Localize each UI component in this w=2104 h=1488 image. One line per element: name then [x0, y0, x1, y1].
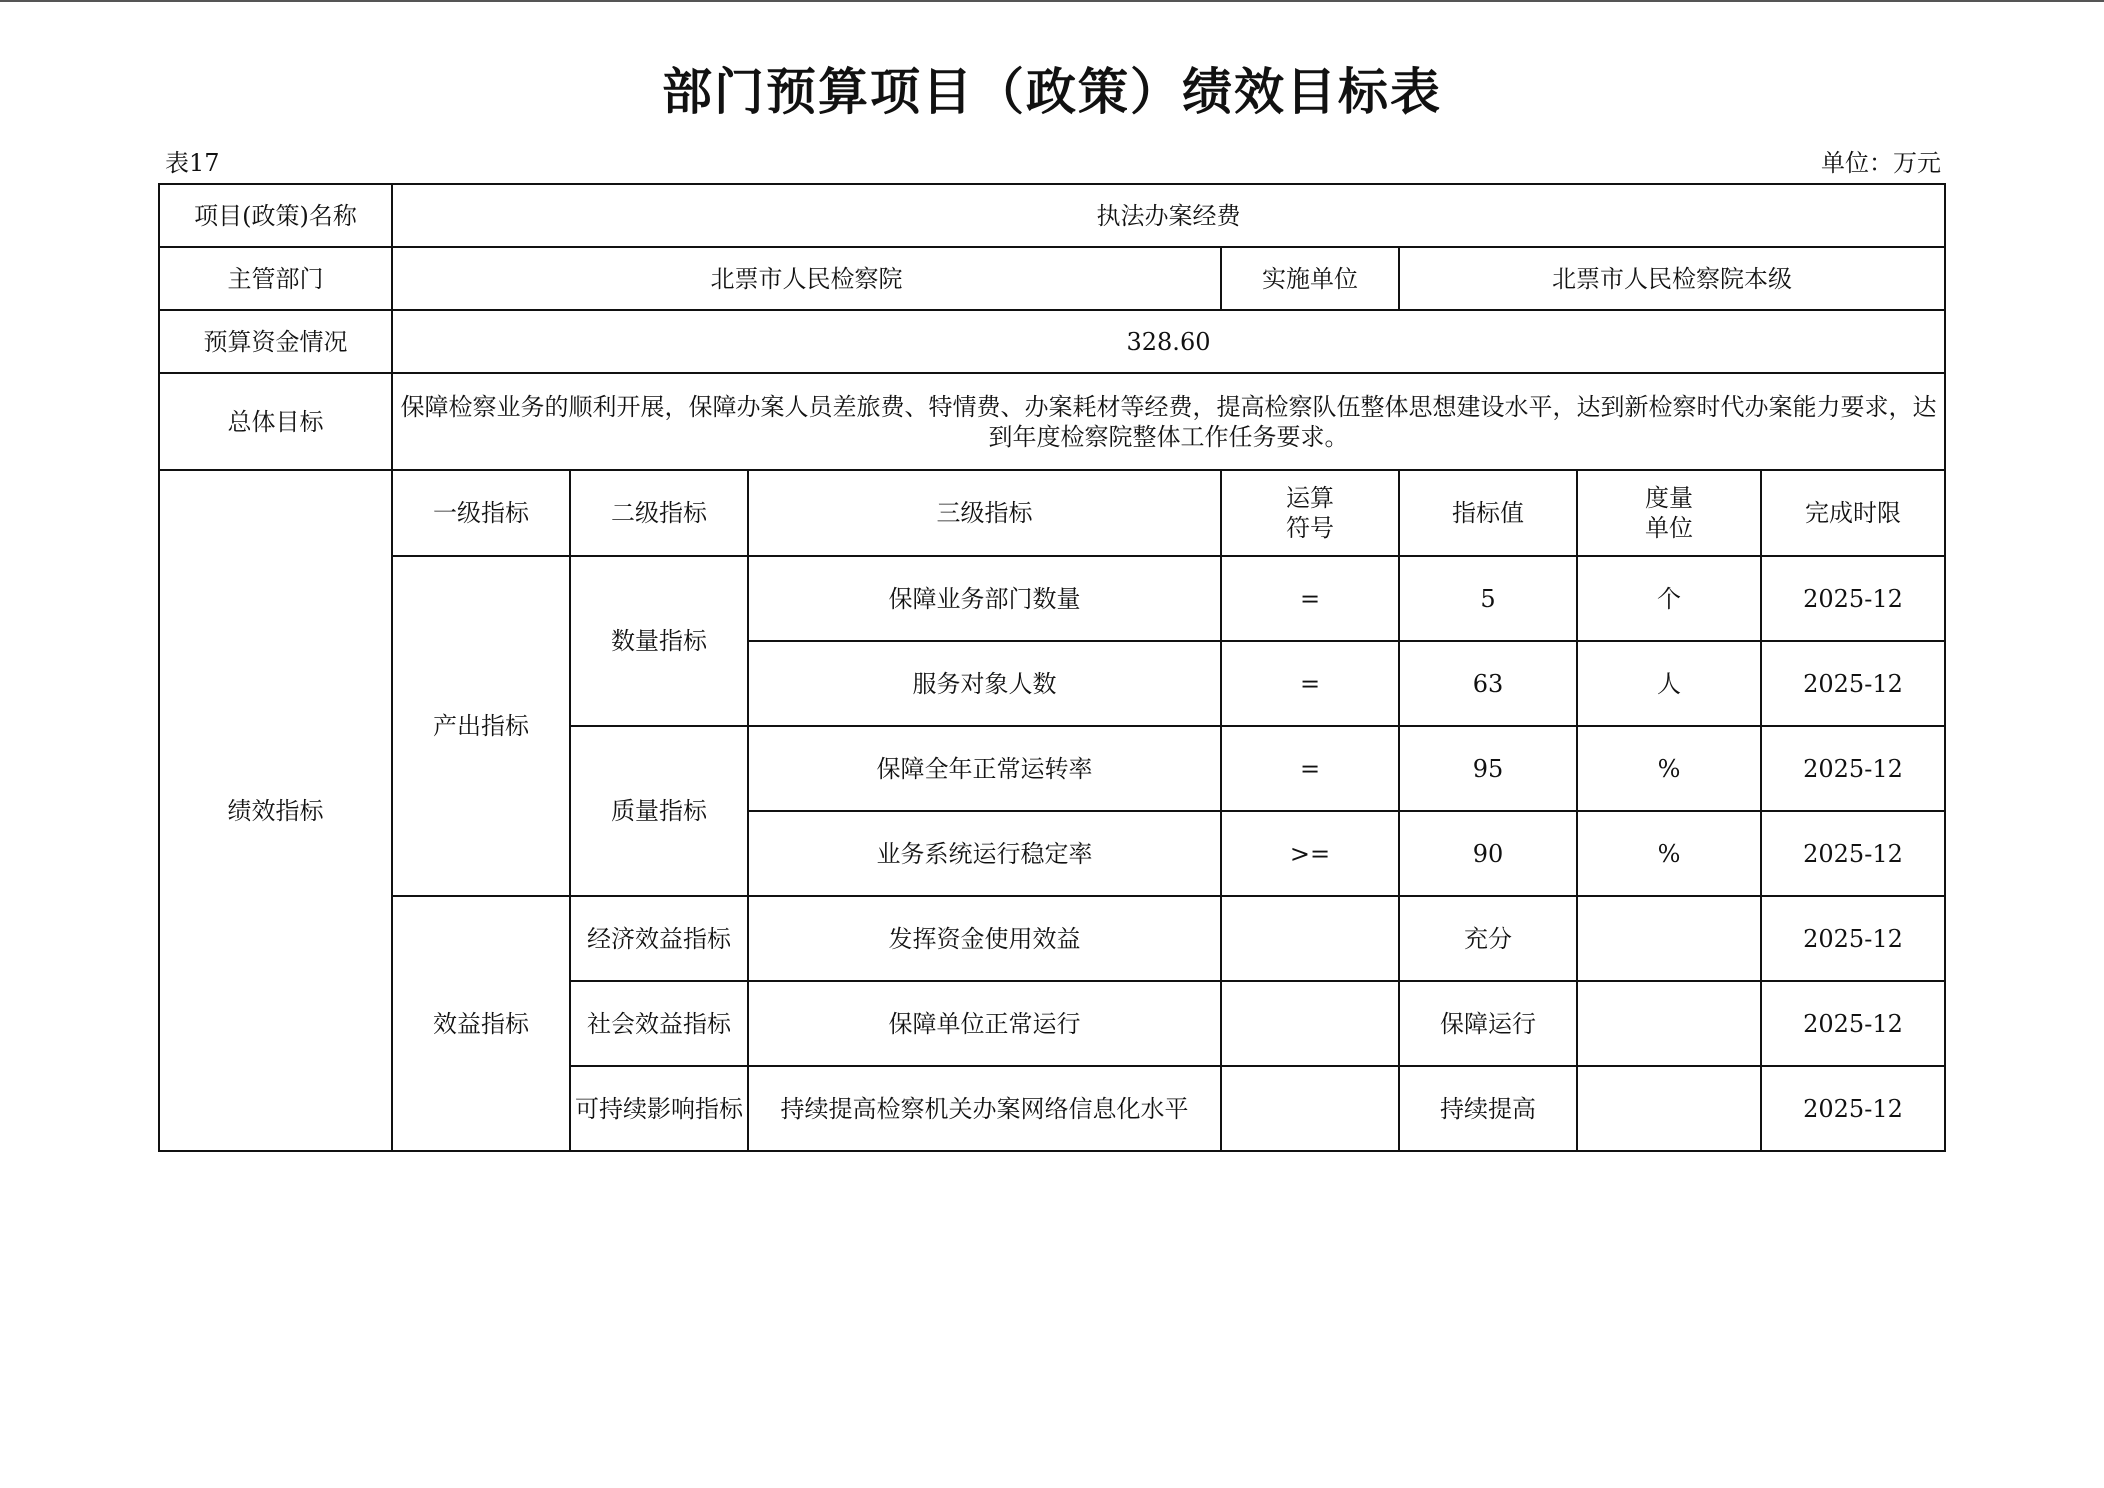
indicator-deadline: 2025-12: [1761, 556, 1945, 641]
performance-target-table: [158, 183, 1946, 1152]
top-border-line: [0, 0, 2104, 2]
indicator-deadline: 2025-12: [1761, 641, 1945, 726]
group-quality: 质量指标: [570, 726, 748, 896]
overall-goal-text: 保障检察业务的顺利开展，保障办案人员差旅费、特情费、办案耗材等经费，提高检察队伍整体思想建设水平，达到新检察时代办案能力要求，达到年度检察院整体工作任务要求。: [392, 373, 1945, 470]
group-sustainable: 可持续影响指标: [570, 1066, 748, 1151]
department-label: 主管部门: [159, 247, 392, 310]
indicator-operator: =: [1221, 641, 1399, 726]
indicator-operator: =: [1221, 556, 1399, 641]
page-title: 部门预算项目（政策）绩效目标表: [662, 63, 1442, 121]
project-name-label: 项目(政策)名称: [159, 184, 392, 247]
indicator-deadline: 2025-12: [1761, 811, 1945, 896]
indicator-unit: %: [1577, 811, 1761, 896]
budget-row: [159, 310, 1945, 373]
header-operator: [1221, 470, 1399, 556]
group-economic: 经济效益指标: [570, 896, 748, 981]
indicator-header-row: [159, 470, 1945, 556]
group-quantity: 数量指标: [570, 556, 748, 726]
header-measure-unit: [1577, 470, 1761, 556]
header-level3: 三级指标: [748, 470, 1221, 556]
indicator-unit: 个: [1577, 556, 1761, 641]
project-name-value: 执法办案经费: [392, 184, 1945, 247]
indicator-name: 保障业务部门数量: [748, 556, 1221, 641]
indicator-deadline: 2025-12: [1761, 896, 1945, 981]
department-row: [159, 247, 1945, 310]
indicator-name: 保障单位正常运行: [748, 981, 1221, 1066]
header-operator-line2: 符号: [1286, 514, 1334, 542]
indicator-name: 持续提高检察机关办案网络信息化水平: [748, 1066, 1221, 1151]
indicator-value: 充分: [1399, 896, 1577, 981]
group-output: 产出指标: [392, 556, 570, 896]
header-level1: 一级指标: [392, 470, 570, 556]
indicator-unit: [1577, 896, 1761, 981]
unit-label: 单位：万元: [1821, 149, 1941, 177]
indicator-unit: 人: [1577, 641, 1761, 726]
budget-amount: 328.60: [392, 310, 1945, 373]
implementer-label: 实施单位: [1221, 247, 1399, 310]
indicator-name: 服务对象人数: [748, 641, 1221, 726]
overall-goal-label: 总体目标: [159, 373, 392, 470]
group-social: 社会效益指标: [570, 981, 748, 1066]
indicator-name: 保障全年正常运转率: [748, 726, 1221, 811]
indicator-deadline: 2025-12: [1761, 726, 1945, 811]
indicator-value: 95: [1399, 726, 1577, 811]
department-value: 北票市人民检察院: [392, 247, 1221, 310]
indicator-unit: [1577, 981, 1761, 1066]
header-measure-line2: 单位: [1645, 514, 1693, 542]
header-operator-line1: 运算: [1286, 484, 1334, 512]
indicator-operator: [1221, 896, 1399, 981]
indicator-operator: [1221, 981, 1399, 1066]
header-level2: 二级指标: [570, 470, 748, 556]
indicator-deadline: 2025-12: [1761, 981, 1945, 1066]
indicator-value: 保障运行: [1399, 981, 1577, 1066]
indicator-value: 5: [1399, 556, 1577, 641]
indicator-deadline: 2025-12: [1761, 1066, 1945, 1151]
indicator-operator: [1221, 1066, 1399, 1151]
indicators-label: 绩效指标: [159, 470, 392, 1151]
implementer-value: 北票市人民检察院本级: [1399, 247, 1945, 310]
indicator-operator: >=: [1221, 811, 1399, 896]
header-deadline: 完成时限: [1761, 470, 1945, 556]
indicator-unit: %: [1577, 726, 1761, 811]
overall-goal-row: [159, 373, 1945, 470]
table-row: [159, 556, 1945, 641]
header-value: 指标值: [1399, 470, 1577, 556]
indicator-name: 发挥资金使用效益: [748, 896, 1221, 981]
indicator-operator: =: [1221, 726, 1399, 811]
indicator-value: 63: [1399, 641, 1577, 726]
indicator-unit: [1577, 1066, 1761, 1151]
indicator-value: 90: [1399, 811, 1577, 896]
indicator-value: 持续提高: [1399, 1066, 1577, 1151]
budget-label: 预算资金情况: [159, 310, 392, 373]
table-number: 表17: [165, 149, 220, 177]
project-name-row: [159, 184, 1945, 247]
group-benefit: 效益指标: [392, 896, 570, 1151]
indicator-name: 业务系统运行稳定率: [748, 811, 1221, 896]
table-row: [159, 896, 1945, 981]
header-measure-line1: 度量: [1645, 484, 1693, 512]
